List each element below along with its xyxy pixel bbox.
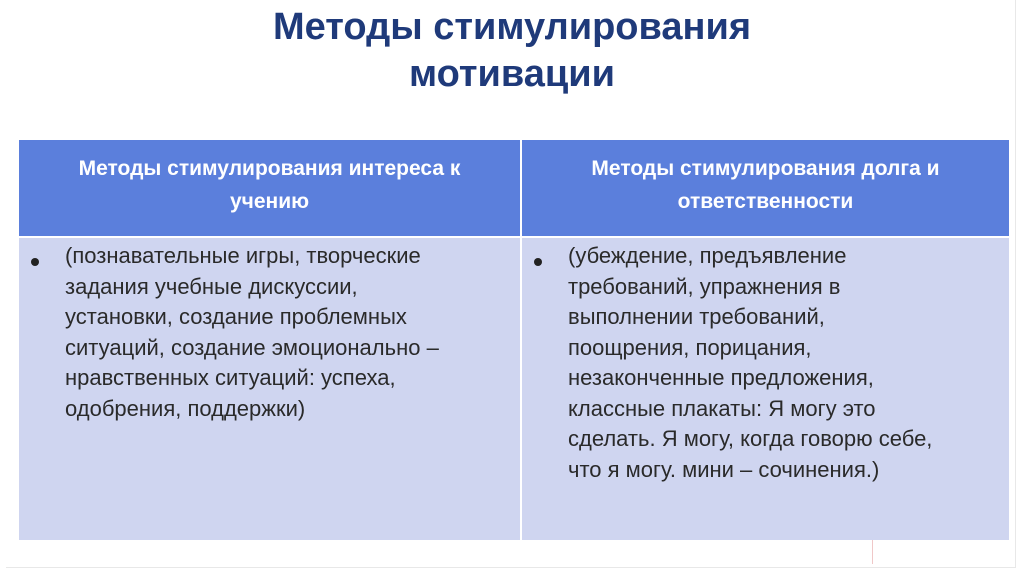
header-interest-line-1: Методы стимулирования интереса к [78, 157, 461, 180]
decorative-divider [872, 540, 873, 564]
text-line: (познавательные игры, творческие [65, 243, 421, 268]
text-line: (убеждение, предъявление [568, 243, 847, 268]
text-line: нравственных ситуаций: успеха, [65, 365, 396, 390]
text-line: классные плакаты: Я могу это [568, 395, 876, 421]
text-line: что я могу. мини – сочинения.) [568, 456, 880, 482]
header-duty-methods [522, 140, 1009, 236]
text-line: незаконченные предложения, [568, 365, 874, 390]
header-interest-line-2: учению [229, 190, 310, 213]
interest-methods-text [65, 241, 515, 424]
cell-duty-methods [522, 238, 1009, 540]
text-line: одобрения, поддержки) [65, 395, 306, 421]
text-line: ситуаций, создание эмоционально – [65, 334, 439, 360]
bullet-icon [534, 258, 542, 266]
header-duty-line-1: Методы стимулирования долга и [591, 157, 940, 180]
slide-title-line-1: Методы стимулирования [273, 6, 751, 48]
text-line: выполнении требований, [568, 304, 825, 329]
header-duty-line-2: ответственности [677, 190, 854, 213]
text-line: требований, упражнения в [568, 273, 841, 299]
slide-title [0, 4, 1024, 98]
bullet-icon [31, 258, 39, 266]
text-line: задания учебные дискуссии, [65, 273, 358, 299]
text-line: установки, создание проблемных [65, 304, 407, 329]
methods-table [19, 140, 1009, 540]
text-line: сделать. Я могу, когда говорю себе, [568, 426, 933, 451]
text-line: поощрения, порицания, [568, 334, 812, 360]
duty-methods-text [568, 241, 1008, 485]
slide-title-line-2: мотивации [409, 53, 615, 95]
header-interest-methods [19, 140, 520, 236]
cell-interest-methods [19, 238, 520, 540]
